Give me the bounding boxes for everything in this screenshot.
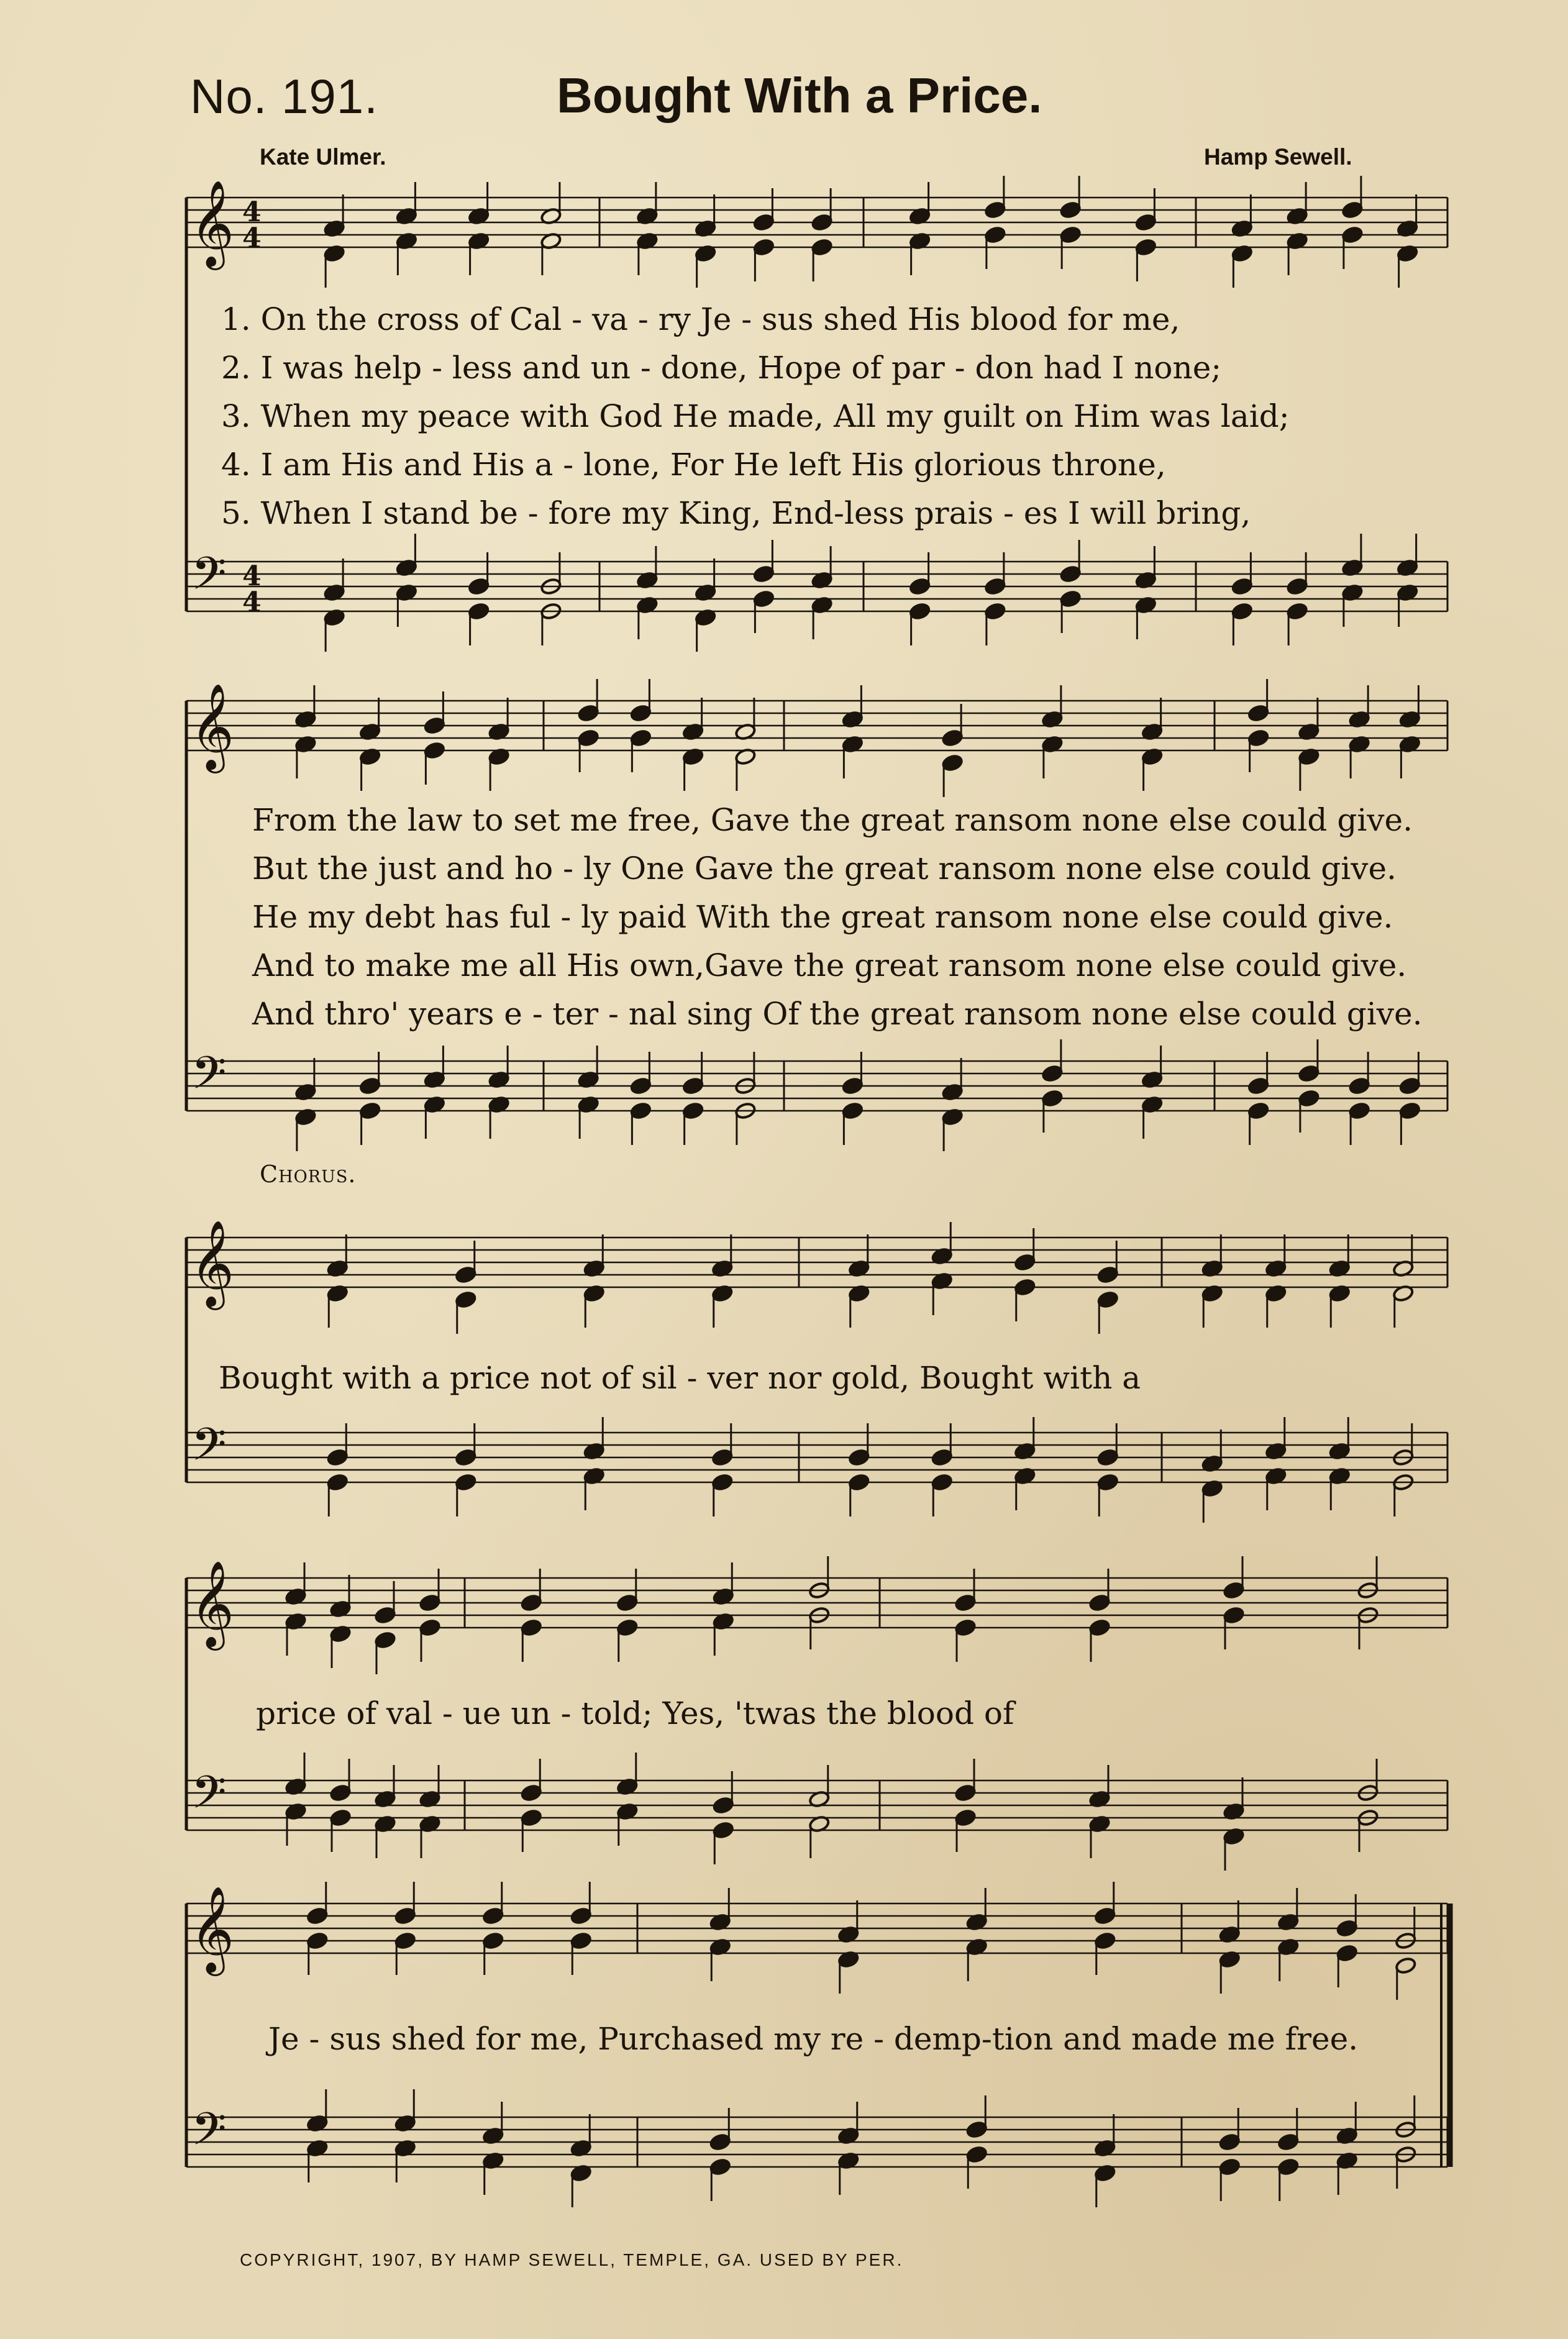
note-head bbox=[1135, 213, 1157, 231]
note-head bbox=[1060, 565, 1082, 583]
note-head bbox=[1097, 1448, 1119, 1466]
note-head bbox=[909, 577, 931, 595]
note-head bbox=[1014, 1278, 1036, 1296]
note-head bbox=[578, 729, 599, 747]
note-head bbox=[1287, 577, 1308, 595]
note-head bbox=[327, 1448, 349, 1466]
note-head bbox=[942, 729, 964, 747]
note-head bbox=[1277, 2133, 1299, 2151]
note-head bbox=[1336, 1944, 1358, 1962]
chorus-label: Chorus. bbox=[260, 1160, 357, 1188]
note-head bbox=[954, 1784, 976, 1802]
note-head bbox=[1219, 2158, 1241, 2176]
note-head bbox=[1094, 1931, 1116, 1949]
note-head bbox=[1060, 226, 1082, 244]
note-head bbox=[1094, 1907, 1116, 1925]
note-head bbox=[1014, 1253, 1036, 1271]
note-head bbox=[374, 1631, 396, 1649]
verse-3-line-2: He my debt has ful - ly paid With the great ransom none else could give. bbox=[252, 899, 1393, 935]
note-head bbox=[359, 1101, 381, 1119]
note-head bbox=[682, 1077, 704, 1095]
note-head bbox=[419, 1594, 440, 1612]
note-head bbox=[753, 590, 775, 608]
note-head bbox=[630, 1077, 652, 1095]
treble-clef-icon: 𝄞 bbox=[190, 180, 234, 267]
verse-1-line-2: From the law to set me free, Gave the great ransom none else could give. bbox=[252, 802, 1413, 838]
note-head bbox=[424, 716, 445, 734]
note-head bbox=[954, 1618, 976, 1636]
note-head bbox=[329, 1808, 351, 1826]
note-head bbox=[711, 1473, 733, 1491]
note-head bbox=[394, 1907, 416, 1925]
verse-4-line-1: 4. I am His and His a - lone, For He left His glorious throne, bbox=[221, 447, 1166, 483]
note-head bbox=[630, 704, 652, 722]
note-head bbox=[570, 1907, 592, 1925]
note-head bbox=[482, 1907, 504, 1925]
note-head bbox=[359, 1077, 381, 1095]
note-head bbox=[578, 704, 599, 722]
note-head bbox=[966, 2145, 988, 2163]
bass-clef-icon: 𝄢 bbox=[191, 1766, 227, 1830]
note-head bbox=[306, 1931, 328, 1949]
bass-clef-icon: 𝄢 bbox=[191, 547, 227, 611]
note-head bbox=[630, 1101, 652, 1119]
note-head bbox=[521, 1594, 542, 1612]
note-head bbox=[1298, 1089, 1320, 1107]
note-head bbox=[709, 2133, 731, 2151]
note-head bbox=[616, 1594, 638, 1612]
note-head bbox=[1395, 1956, 1416, 1974]
note-head bbox=[1223, 1606, 1244, 1624]
treble-clef-icon: 𝄞 bbox=[190, 1886, 234, 1972]
note-head bbox=[521, 1808, 542, 1826]
note-head bbox=[682, 1101, 704, 1119]
note-head bbox=[753, 213, 775, 231]
note-head bbox=[1088, 1618, 1110, 1636]
note-head bbox=[1223, 1581, 1244, 1599]
note-head bbox=[1349, 1077, 1370, 1095]
note-head bbox=[1341, 226, 1363, 244]
note-head bbox=[1287, 602, 1308, 620]
note-head bbox=[468, 577, 490, 595]
copyright-notice: COPYRIGHT, 1907, BY HAMP SEWELL, TEMPLE, GA. USED BY PER. bbox=[240, 2250, 904, 2269]
verse-2-line-2: But the just and ho - ly One Gave the great ransom none else could give. bbox=[252, 850, 1397, 887]
note-head bbox=[713, 1821, 734, 1839]
note-head bbox=[329, 1784, 351, 1802]
chorus-line-3: Je - sus shed for me, Purchased my re - demp-tion and made me free. bbox=[268, 2021, 1359, 2057]
note-head bbox=[374, 1606, 396, 1624]
note-head bbox=[468, 602, 490, 620]
note-head bbox=[521, 1618, 542, 1636]
note-head bbox=[1399, 1077, 1421, 1095]
note-head bbox=[984, 602, 1006, 620]
note-head bbox=[455, 1448, 476, 1466]
note-head bbox=[848, 1473, 870, 1491]
note-head bbox=[419, 1618, 440, 1636]
note-head bbox=[306, 1907, 328, 1925]
note-head bbox=[984, 201, 1006, 219]
note-head bbox=[455, 1473, 476, 1491]
note-head bbox=[842, 1101, 864, 1119]
note-head bbox=[521, 1784, 542, 1802]
note-head bbox=[931, 1448, 953, 1466]
note-head bbox=[630, 729, 652, 747]
note-head bbox=[1349, 1101, 1370, 1119]
note-head bbox=[1060, 201, 1082, 219]
note-head bbox=[966, 2120, 988, 2138]
note-head bbox=[1135, 238, 1157, 256]
note-head bbox=[1277, 2158, 1299, 2176]
verse-1-line-1: 1. On the cross of Cal - va - ry Je - sus shed His blood for me, bbox=[221, 301, 1180, 337]
note-head bbox=[1041, 1064, 1063, 1082]
bass-clef-icon: 𝄢 bbox=[191, 2102, 227, 2166]
note-head bbox=[424, 741, 445, 759]
hymn-title: Bought With a Price. bbox=[557, 68, 1042, 123]
note-head bbox=[616, 1618, 638, 1636]
verse-5-line-2: And thro' years e - ter - nal sing Of the great ransom none else could give. bbox=[252, 996, 1423, 1032]
note-head bbox=[931, 1473, 953, 1491]
note-head bbox=[1231, 602, 1253, 620]
note-head bbox=[942, 754, 964, 772]
note-head bbox=[570, 1931, 592, 1949]
note-head bbox=[753, 238, 775, 256]
note-head bbox=[713, 1796, 734, 1814]
note-head bbox=[711, 1448, 733, 1466]
hymn-number: No. 191. bbox=[190, 69, 378, 124]
treble-clef-icon: 𝄞 bbox=[190, 1220, 234, 1306]
time-signature-top: 4 bbox=[242, 560, 262, 592]
note-head bbox=[1219, 2133, 1241, 2151]
note-head bbox=[1399, 1101, 1421, 1119]
note-head bbox=[1060, 590, 1082, 608]
note-head bbox=[709, 2158, 731, 2176]
treble-clef-icon: 𝄞 bbox=[190, 1561, 234, 1647]
note-head bbox=[984, 577, 1006, 595]
note-head bbox=[954, 1808, 976, 1826]
note-head bbox=[482, 1931, 504, 1949]
verse-4-line-2: And to make me all His own,Gave the great ransom none else could give. bbox=[252, 947, 1407, 983]
note-head bbox=[1247, 729, 1269, 747]
note-head bbox=[984, 226, 1006, 244]
chorus-line-2: price of val - ue un - told; Yes, 'twas the blood of bbox=[256, 1695, 1014, 1731]
verse-3-line-1: 3. When my peace with God He made, All my guilt on Him was laid; bbox=[221, 398, 1290, 434]
note-head bbox=[1097, 1290, 1119, 1308]
note-head bbox=[842, 1077, 864, 1095]
time-signature-bottom: 4 bbox=[242, 586, 262, 618]
note-head bbox=[1247, 1077, 1269, 1095]
note-head bbox=[1336, 1919, 1358, 1937]
time-signature-bottom: 4 bbox=[242, 222, 262, 254]
composer: Hamp Sewell. bbox=[1204, 144, 1352, 170]
bass-clef-icon: 𝄢 bbox=[191, 1046, 227, 1110]
bass-clef-icon: 𝄢 bbox=[191, 1418, 227, 1482]
note-head bbox=[1097, 1265, 1119, 1283]
note-head bbox=[848, 1448, 870, 1466]
lyricist: Kate Ulmer. bbox=[260, 144, 386, 170]
note-head bbox=[394, 1931, 416, 1949]
note-head bbox=[327, 1473, 349, 1491]
note-head bbox=[811, 213, 833, 231]
note-head bbox=[954, 1594, 976, 1612]
note-head bbox=[753, 565, 775, 583]
note-head bbox=[455, 1265, 476, 1283]
note-head bbox=[1247, 1101, 1269, 1119]
note-head bbox=[1097, 1473, 1119, 1491]
note-head bbox=[1041, 1089, 1063, 1107]
time-signature-top: 4 bbox=[242, 196, 262, 228]
note-head bbox=[1247, 704, 1269, 722]
verse-5-line-1: 5. When I stand be - fore my King, End-less prais - es I will bring, bbox=[221, 495, 1251, 531]
chorus-line-1: Bought with a price not of sil - ver nor gold, Bought with a bbox=[219, 1360, 1141, 1396]
note-head bbox=[811, 238, 833, 256]
note-head bbox=[455, 1290, 476, 1308]
note-head bbox=[1298, 1064, 1320, 1082]
note-head bbox=[1088, 1594, 1110, 1612]
verse-2-line-1: 2. I was help - less and un - done, Hope of par - don had I none; bbox=[221, 350, 1222, 386]
note-head bbox=[1341, 201, 1363, 219]
note-head bbox=[1231, 577, 1253, 595]
treble-clef-icon: 𝄞 bbox=[190, 683, 234, 770]
note-head bbox=[909, 602, 931, 620]
